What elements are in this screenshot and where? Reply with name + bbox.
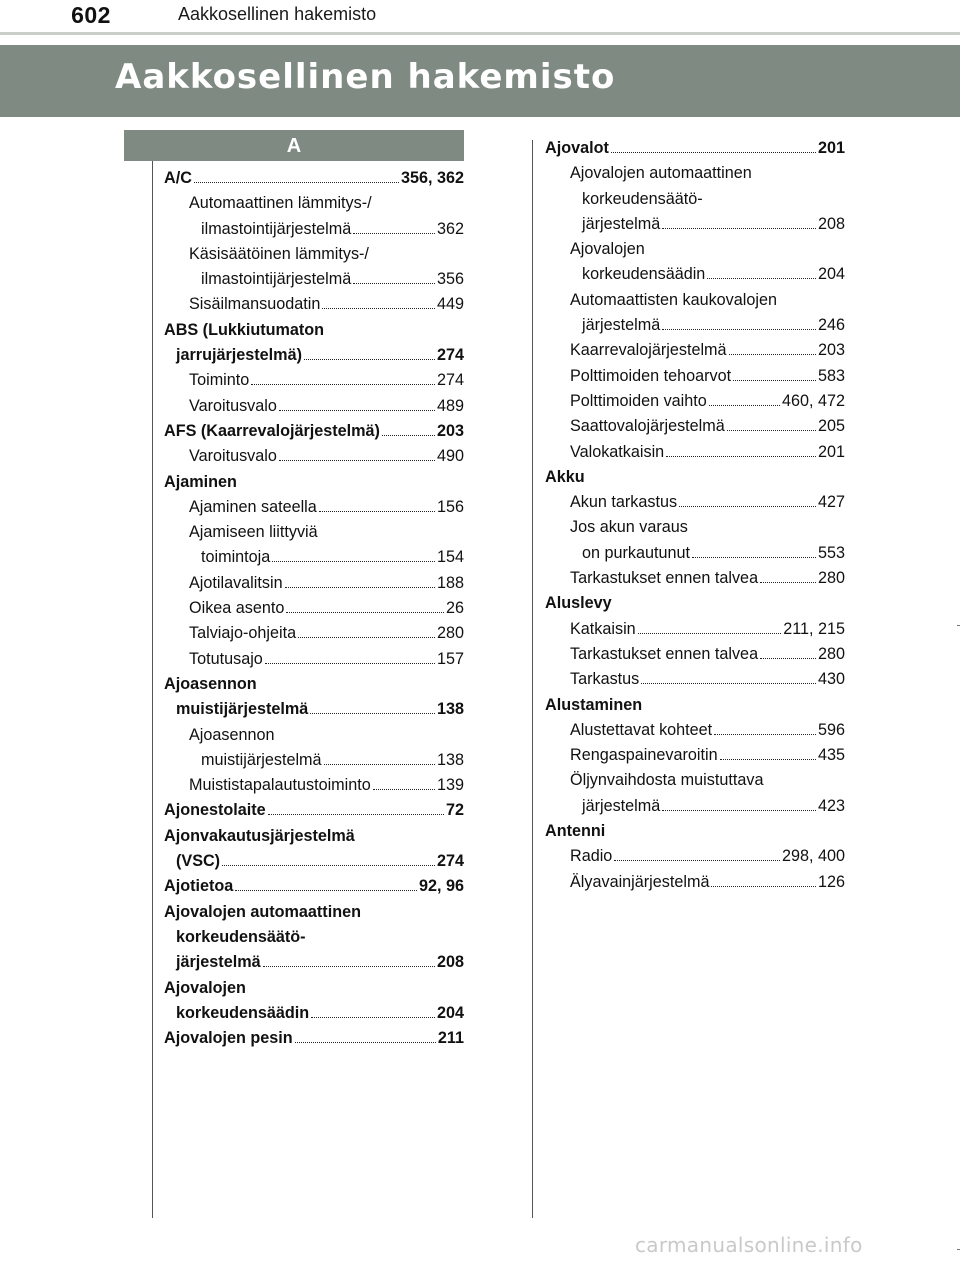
dot-leader [298,623,435,639]
index-term: Saattovalojärjestelmä [570,417,725,436]
index-term: Käsisäätöinen lämmitys-/ [189,244,369,263]
index-entry [545,364,845,389]
dot-leader [295,1028,436,1044]
index-term: Muististapalautustoiminto [189,776,371,795]
dot-leader [662,213,816,229]
page-reference: 92, 96 [418,877,464,896]
index-term: Antenni [545,822,606,841]
dot-leader [666,441,816,457]
index-entry [164,773,464,798]
index-term: Ajovalojen [164,978,246,997]
page-reference: 274 [436,371,464,390]
index-entry [164,1026,464,1051]
page-reference: 298, 400 [781,847,845,866]
page-title: Aakkosellinen hakemisto [115,57,616,97]
index-entry [545,642,845,667]
index-entry [164,394,464,419]
index-term: Polttimoiden vaihto [570,391,707,410]
index-term: järjestelmä [176,953,261,972]
dot-leader [714,719,816,735]
dot-leader [638,618,782,634]
index-term: Talviajo-ohjeita [189,624,297,643]
index-term: Ajovalot [545,139,609,157]
index-entry [164,444,464,469]
index-entry [545,667,845,692]
index-entry [545,794,845,819]
index-entry [545,566,845,591]
index-entry [545,743,845,768]
dot-leader [720,745,816,761]
section-letter-tab: A [124,130,464,161]
index-entry [545,844,845,869]
index-term: Akku [545,467,585,486]
page-reference: 430 [817,670,845,689]
watermark: carmanualsonline.info [635,1233,863,1257]
index-term: Totutusajo [189,649,263,668]
page-reference: 553 [817,543,845,562]
index-entry [164,697,464,722]
index-term: Tarkastus [570,670,640,689]
index-entry [164,950,464,975]
dot-leader [760,643,816,659]
dot-leader [727,416,816,432]
index-entry [164,191,464,216]
index-entry [545,313,845,338]
index-entry [164,368,464,393]
index-term: Ajovalojen pesin [164,1029,293,1048]
index-term: Alustettavat kohteet [570,720,713,739]
index-term: Ajovalojen automaattinen [570,164,752,183]
index-term: Rengaspainevaroitin [570,746,718,765]
index-term: ilmastointijärjestelmä [201,219,352,238]
dot-leader [268,800,444,816]
index-entry [545,693,845,718]
index-entry [164,723,464,748]
index-term: Ajonvakautusjärjestelmä [164,826,355,845]
dot-leader [322,294,435,310]
index-entry [164,824,464,849]
index-term: Valokatkaisin [570,442,665,461]
dot-leader [353,269,435,285]
index-term: Ajovalojen [570,240,645,259]
dot-leader [324,749,435,765]
page-reference: 596 [817,720,845,739]
index-entry [164,343,464,368]
index-entry [545,338,845,363]
page-reference: 157 [436,649,464,668]
index-entry [164,292,464,317]
page-reference: 356, 362 [400,169,464,187]
index-term: Akun tarkastus [570,493,678,512]
page-reference: 139 [436,776,464,795]
index-term: Tarkastukset ennen talvea [570,644,759,663]
page-reference: 208 [817,214,845,233]
dot-leader [733,365,816,381]
page-reference: 423 [817,796,845,815]
dot-leader [235,876,417,892]
index-term: Polttimoiden tehoarvot [570,366,732,385]
index-term: korkeudensäädin [176,1003,310,1022]
index-term: on purkautunut [582,543,691,562]
index-term: Ajaminen [164,472,237,491]
index-entry [164,1001,464,1026]
page-reference: 138 [436,750,464,769]
index-entry [545,465,845,490]
index-term: järjestelmä [582,316,661,335]
page-reference: 490 [436,447,464,466]
index-term: Varoitusvalo [189,447,277,466]
page-reference: 203 [436,421,464,440]
index-term: (VSC) [176,852,221,871]
page-reference: 203 [817,341,845,360]
index-entry [545,768,845,793]
index-term: A/C [164,169,192,187]
index-term: muistijärjestelmä [201,750,322,769]
dot-leader [611,137,816,153]
page-reference: 460, 472 [781,391,845,410]
dot-leader [285,572,435,588]
page-reference: 362 [436,219,464,238]
index-term: Ajoasennon [164,674,257,693]
dot-leader [641,669,816,685]
dot-leader [194,167,399,183]
index-entry [545,237,845,262]
dot-leader [286,597,444,613]
index-entry [545,212,845,237]
column-divider-left [152,161,153,1218]
running-header: Aakkosellinen hakemisto [178,4,377,24]
index-term: Ajoasennon [189,725,275,744]
index-entry [545,819,845,844]
index-entry [164,672,464,697]
page-reference: 274 [436,852,464,871]
index-entry [164,495,464,520]
index-term: Aluslevy [545,594,612,613]
index-column-right [545,136,845,895]
page-reference: 246 [817,316,845,335]
index-entry [164,242,464,267]
index-term: Alustaminen [545,695,643,714]
dot-leader [729,340,816,356]
column-divider-middle [532,140,533,1218]
index-entry [545,440,845,465]
index-term: toimintoja [201,548,271,567]
page-reference: 26 [445,599,464,618]
dot-leader [679,492,816,508]
dot-leader [711,871,816,887]
dot-leader [319,496,435,512]
index-term: Ajamiseen liittyviä [189,523,318,542]
header-rule [0,32,960,35]
index-entry [164,166,464,191]
dot-leader [265,648,435,664]
index-term: jarrujärjestelmä) [176,346,302,365]
index-entry [545,288,845,313]
index-entry [164,318,464,343]
index-entry [164,571,464,596]
dot-leader [692,542,816,558]
dot-leader [662,795,816,811]
index-entry [164,874,464,899]
dot-leader [662,315,816,331]
index-entry [545,136,845,161]
index-entry [545,515,845,540]
index-term: korkeudensäätö- [176,927,306,946]
index-entry [545,591,845,616]
index-entry [164,419,464,444]
index-entry [164,925,464,950]
dot-leader [382,420,435,436]
page-reference: 211, 215 [783,619,845,638]
index-entry [164,596,464,621]
dot-leader [709,390,780,406]
index-entry [545,389,845,414]
index-term: Oikea asento [189,599,285,618]
dot-leader [222,850,435,866]
index-entry [164,267,464,292]
index-entry [545,262,845,287]
index-entry [545,541,845,566]
dot-leader [263,952,435,968]
page-reference: 204 [436,1003,464,1022]
page-reference: 154 [436,548,464,567]
index-term: AFS (Kaarrevalojärjestelmä) [164,421,380,440]
index-entry [164,647,464,672]
index-term: Automaattinen lämmitys-/ [189,194,372,213]
index-term: Radio [570,847,613,866]
dot-leader [373,775,435,791]
dot-leader [272,547,435,563]
page-reference: 280 [817,569,845,588]
index-term: Kaarrevalojärjestelmä [570,341,727,360]
dot-leader [707,264,816,280]
dot-leader [353,218,435,234]
dot-leader [279,446,435,462]
page-reference: 156 [436,497,464,516]
page-reference: 427 [817,493,845,512]
index-term: Sisäilmansuodatin [189,295,321,314]
index-entry [164,798,464,823]
page-reference: 208 [436,953,464,972]
index-term: Katkaisin [570,619,636,638]
dot-leader [304,345,435,361]
index-term: ilmastointijärjestelmä [201,270,352,289]
page-reference: 211 [437,1029,464,1048]
dot-leader [614,846,780,862]
index-term: Ajotietoa [164,877,234,896]
index-term: Tarkastukset ennen talvea [570,569,759,588]
index-term: Ajonestolaite [164,801,266,820]
page-reference: 274 [436,346,464,365]
index-entry [164,470,464,495]
index-entry [545,161,845,186]
page-reference: 489 [436,396,464,415]
index-entry [545,870,845,895]
index-term: järjestelmä [582,214,661,233]
index-entry [164,520,464,545]
index-term: korkeudensäätö- [582,189,703,208]
index-term: Älyavainjärjestelmä [570,872,710,891]
index-entry [545,414,845,439]
page-number: 602 [32,0,150,30]
page-reference: 126 [817,872,845,891]
page-reference: 188 [436,573,464,592]
index-entry [164,217,464,242]
index-entry [164,849,464,874]
page-reference: 201 [817,442,845,461]
page-reference: 280 [817,644,845,663]
index-term: Automaattisten kaukovalojen [570,290,777,309]
index-entry [545,718,845,743]
dot-leader [251,370,435,386]
index-entry [545,617,845,642]
index-term: järjestelmä [582,796,661,815]
index-entry [545,490,845,515]
index-term: Jos akun varaus [570,518,688,537]
page-reference: 72 [445,801,464,820]
index-term: muistijärjestelmä [176,700,309,719]
dot-leader [279,395,435,411]
index-entry [164,621,464,646]
page-reference: 583 [817,366,845,385]
index-term: korkeudensäädin [582,265,706,284]
index-term: Ajovalojen automaattinen [164,902,361,921]
dot-leader [310,699,435,715]
index-entry [164,900,464,925]
index-entry [164,976,464,1001]
page-reference: 204 [817,265,845,284]
index-term: ABS (Lukkiutumaton [164,320,325,339]
page-reference: 356 [436,270,464,289]
index-column-left [164,166,464,1051]
page-reference: 205 [817,417,845,436]
index-term: Varoitusvalo [189,396,277,415]
index-entry [164,748,464,773]
index-term: Toiminto [189,371,250,390]
page-reference: 138 [436,700,464,719]
title-band [0,45,960,117]
index-term: Ajotilavalitsin [189,573,283,592]
dot-leader [311,1002,435,1018]
dot-leader [760,567,816,583]
page-reference: 435 [817,746,845,765]
index-entry [545,187,845,212]
page-reference: 201 [817,139,845,157]
index-entry [164,545,464,570]
page-reference: 449 [436,295,464,314]
index-term: Öljynvaihdosta muistuttava [570,771,764,790]
index-term: Ajaminen sateella [189,497,317,516]
page-reference: 280 [436,624,464,643]
